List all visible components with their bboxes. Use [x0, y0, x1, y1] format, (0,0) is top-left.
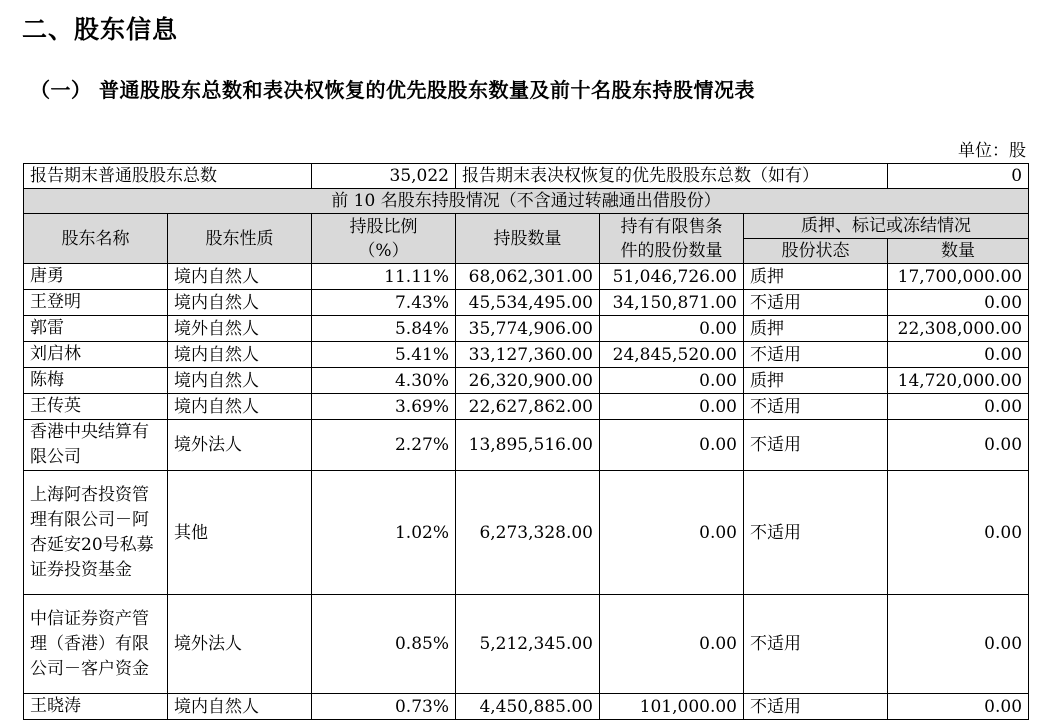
table-row	[24, 694, 1029, 720]
holding-shares: 26,320,900.00	[456, 368, 600, 394]
restricted-shares: 0.00	[600, 420, 744, 471]
holding-ratio: 3.69%	[312, 394, 456, 420]
table-row	[24, 368, 1029, 394]
col-ratio-header-line2: （%）	[358, 240, 409, 261]
holding-shares: 4,450,885.00	[456, 694, 600, 720]
restricted-shares: 0.00	[600, 316, 744, 342]
preferred-holders-value: 0	[888, 164, 1029, 189]
shareholder-nature: 境外法人	[168, 595, 312, 694]
shareholder-name: 上海阿杏投资管理有限公司－阿杏延安20号私募证券投资基金	[24, 471, 168, 595]
shareholder-name: 香港中央结算有限公司	[24, 420, 168, 471]
shareholder-nature: 境内自然人	[168, 368, 312, 394]
table-title: （一） 普通股股东总数和表决权恢复的优先股股东数量及前十名股东持股情况表	[30, 78, 755, 102]
shareholder-name: 中信证券资产管理（香港）有限公司－客户资金	[24, 595, 168, 694]
holding-shares: 13,895,516.00	[456, 420, 600, 471]
col-pledge-qty-header: 数量	[888, 239, 1029, 264]
pledge-quantity: 0.00	[888, 420, 1029, 471]
holding-ratio: 11.11%	[312, 264, 456, 290]
pledge-quantity: 14,720,000.00	[888, 368, 1029, 394]
shareholder-nature: 境内自然人	[168, 342, 312, 368]
holding-ratio: 0.73%	[312, 694, 456, 720]
table-row	[24, 264, 1029, 290]
col-restricted-header-line2: 件的股份数量	[620, 240, 723, 261]
table-row	[24, 316, 1029, 342]
table-row	[24, 394, 1029, 420]
holding-ratio: 7.43%	[312, 290, 456, 316]
col-ratio-header-line1: 持股比例	[349, 216, 418, 237]
restricted-shares: 51,046,726.00	[600, 264, 744, 290]
holding-shares: 45,534,495.00	[456, 290, 600, 316]
shareholder-table	[23, 163, 1029, 720]
shareholder-name: 王传英	[24, 394, 168, 420]
col-nature-header: 股东性质	[168, 214, 312, 264]
pledge-status: 不适用	[744, 471, 888, 595]
shareholder-nature: 境内自然人	[168, 394, 312, 420]
restricted-shares: 0.00	[600, 394, 744, 420]
holding-shares: 5,212,345.00	[456, 595, 600, 694]
pledge-status: 质押	[744, 264, 888, 290]
shareholder-name: 王晓涛	[24, 694, 168, 720]
pledge-status: 质押	[744, 368, 888, 394]
shareholder-nature: 境内自然人	[168, 694, 312, 720]
pledge-quantity: 22,308,000.00	[888, 316, 1029, 342]
restricted-shares: 0.00	[600, 595, 744, 694]
restricted-shares: 34,150,871.00	[600, 290, 744, 316]
preferred-holders-label: 报告期末表决权恢复的优先股股东总数（如有）	[456, 164, 888, 189]
holding-ratio: 1.02%	[312, 471, 456, 595]
holding-shares: 33,127,360.00	[456, 342, 600, 368]
shareholder-nature: 境外自然人	[168, 316, 312, 342]
shareholder-name: 郭雷	[24, 316, 168, 342]
pledge-status: 不适用	[744, 595, 888, 694]
holding-shares: 35,774,906.00	[456, 316, 600, 342]
holding-ratio: 4.30%	[312, 368, 456, 394]
holding-shares: 68,062,301.00	[456, 264, 600, 290]
col-pledge-status-header: 股份状态	[744, 239, 888, 264]
top10-title-row	[24, 189, 1029, 214]
common-holders-label: 报告期末普通股股东总数	[24, 164, 312, 189]
pledge-status: 不适用	[744, 694, 888, 720]
col-shares-header: 持股数量	[456, 214, 600, 264]
unit-label: 单位：股	[958, 141, 1026, 161]
table-row	[24, 290, 1029, 316]
pledge-status: 不适用	[744, 394, 888, 420]
holding-ratio: 5.41%	[312, 342, 456, 368]
holding-shares: 22,627,862.00	[456, 394, 600, 420]
shareholder-name: 陈梅	[24, 368, 168, 394]
holding-ratio: 2.27%	[312, 420, 456, 471]
restricted-shares: 0.00	[600, 368, 744, 394]
pledge-status: 不适用	[744, 420, 888, 471]
restricted-shares: 24,845,520.00	[600, 342, 744, 368]
pledge-quantity: 0.00	[888, 394, 1029, 420]
top10-title: 前 10 名股东持股情况（不含通过转融通出借股份）	[24, 189, 1029, 214]
col-restricted-header-line1: 持有有限售条	[620, 216, 723, 237]
pledge-quantity: 17,700,000.00	[888, 264, 1029, 290]
col-name-header: 股东名称	[24, 214, 168, 264]
pledge-quantity: 0.00	[888, 342, 1029, 368]
holding-ratio: 0.85%	[312, 595, 456, 694]
col-pledge-group-header: 质押、标记或冻结情况	[744, 214, 1029, 239]
shareholder-nature: 境外法人	[168, 420, 312, 471]
pledge-status: 不适用	[744, 290, 888, 316]
shareholder-name: 刘启林	[24, 342, 168, 368]
section-heading: 二、股东信息	[22, 15, 179, 44]
holding-shares: 6,273,328.00	[456, 471, 600, 595]
common-holders-value: 35,022	[312, 164, 456, 189]
shareholder-nature: 其他	[168, 471, 312, 595]
shareholder-nature: 境内自然人	[168, 264, 312, 290]
pledge-quantity: 0.00	[888, 694, 1029, 720]
shareholder-name: 唐勇	[24, 264, 168, 290]
pledge-status: 质押	[744, 316, 888, 342]
pledge-status: 不适用	[744, 342, 888, 368]
col-restricted-header	[600, 214, 744, 264]
table-row	[24, 420, 1029, 471]
holding-ratio: 5.84%	[312, 316, 456, 342]
pledge-quantity: 0.00	[888, 290, 1029, 316]
header-row-1	[24, 214, 1029, 239]
table-row	[24, 471, 1029, 595]
restricted-shares: 101,000.00	[600, 694, 744, 720]
shareholder-name: 王登明	[24, 290, 168, 316]
summary-row	[24, 164, 1029, 189]
table-row	[24, 342, 1029, 368]
table-row	[24, 595, 1029, 694]
shareholder-nature: 境内自然人	[168, 290, 312, 316]
pledge-quantity: 0.00	[888, 471, 1029, 595]
col-ratio-header	[312, 214, 456, 264]
pledge-quantity: 0.00	[888, 595, 1029, 694]
restricted-shares: 0.00	[600, 471, 744, 595]
